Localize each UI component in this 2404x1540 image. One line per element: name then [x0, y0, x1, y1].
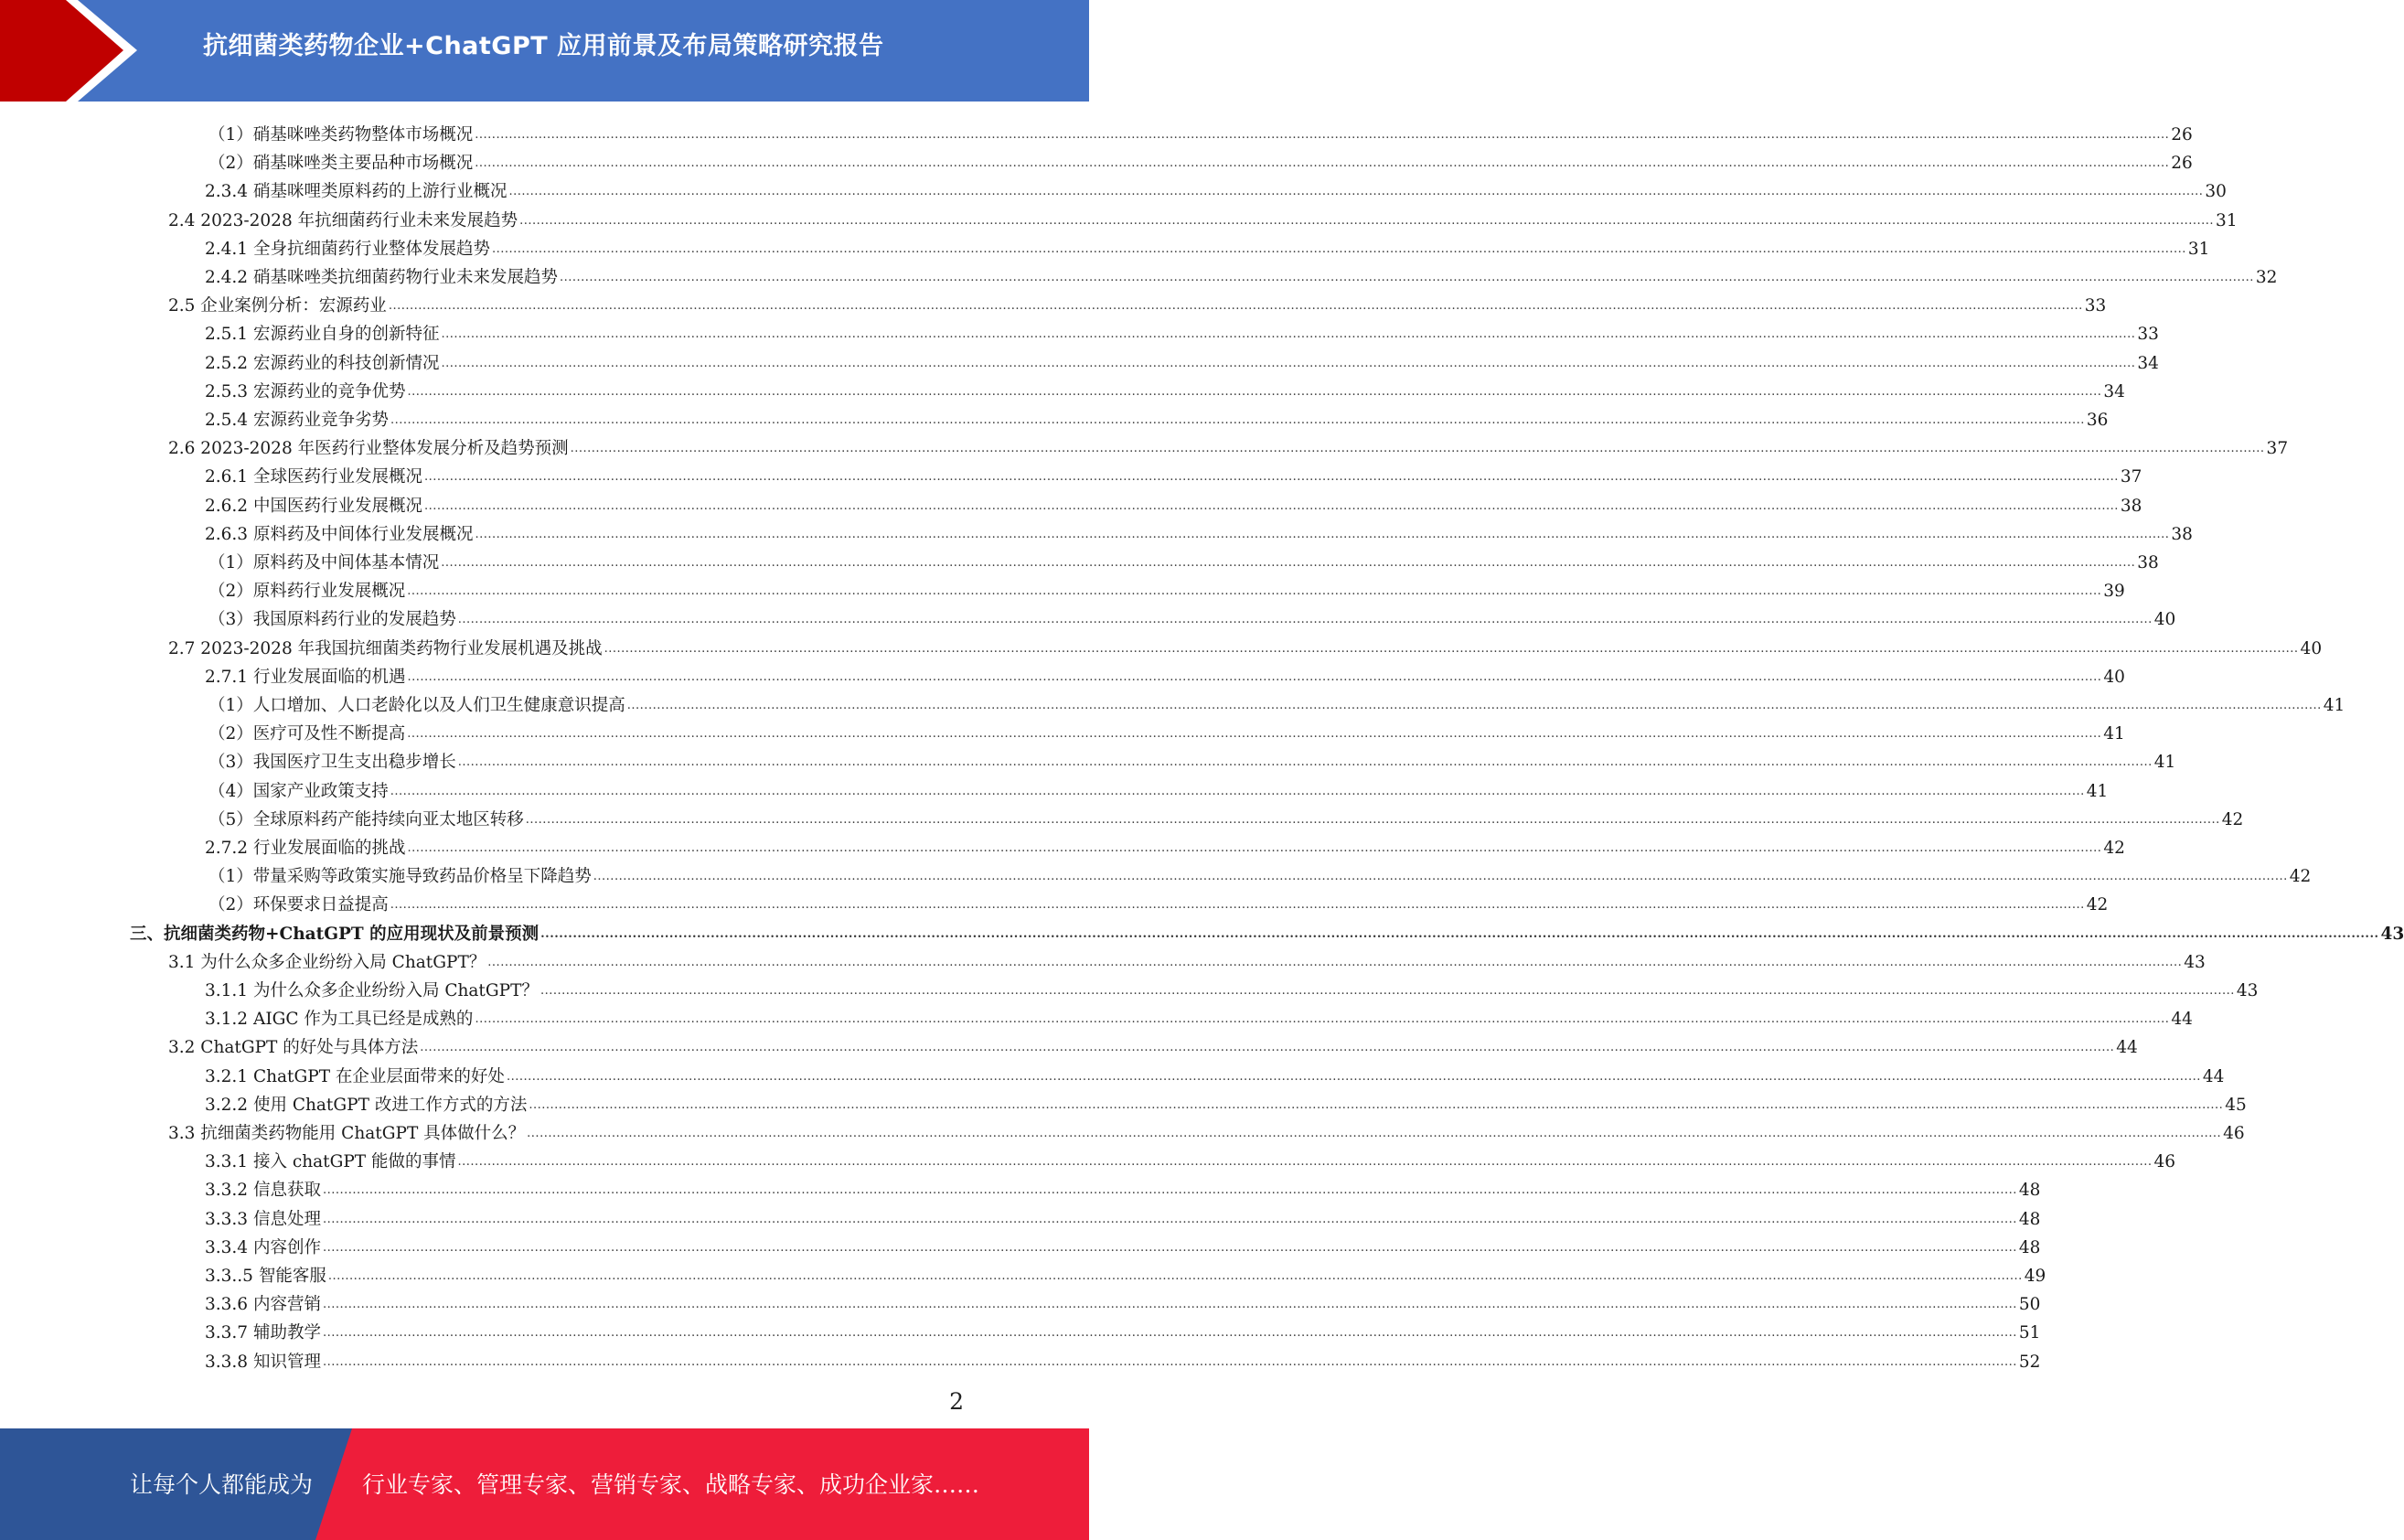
- toc-dot-leader: ................................................................................................................................................................................................................................................................................................................................................................................................................: [529, 1097, 2224, 1112]
- toc-entry[interactable]: [208, 688, 2345, 716]
- toc-entry[interactable]: [208, 744, 2176, 773]
- toc-entry-title: 2.5 企业案例分析：宏源药业: [168, 296, 387, 316]
- toc-entry-title: （4）国家产业政策支持: [208, 781, 389, 801]
- toc-entry-title: 3.3.1 接入 chatGPT 能做的事情: [205, 1152, 456, 1172]
- toc-entry-title: 三、抗细菌类药物+ChatGPT 的应用现状及前景预测: [130, 924, 540, 944]
- page-footer: [0, 1428, 1089, 1540]
- toc-entry-title: 3.3.2 信息获取: [205, 1181, 321, 1201]
- toc-entry[interactable]: [205, 1315, 2041, 1343]
- toc-entry-title: 2.5.4 宏源药业竞争劣势: [205, 411, 389, 430]
- toc-entry[interactable]: [208, 774, 2109, 802]
- toc-entry[interactable]: [208, 602, 2176, 630]
- toc-entry-page: 34: [2103, 381, 2125, 401]
- toc-entry-title: 3.3.6 内容营销: [205, 1295, 321, 1315]
- toc-entry-page: 43: [2380, 924, 2404, 944]
- toc-entry-title: （2）原料药行业发展概况: [208, 582, 406, 602]
- toc-entry-page: 44: [2171, 1010, 2193, 1030]
- toc-dot-leader: ................................................................................................................................................................................................................................................................................................................................................................................................................: [570, 442, 2265, 456]
- toc-entry-title: 3.1.2 AIGC 作为工具已经是成熟的: [205, 1010, 474, 1030]
- toc-entry-page: 40: [2103, 667, 2125, 687]
- toc-entry-page: 41: [2323, 696, 2345, 715]
- toc-entry-page: 48: [2018, 1209, 2041, 1229]
- toc-dot-leader: ................................................................................................................................................................................................................................................................................................................................................................................................................: [527, 1127, 2222, 1140]
- toc-dot-leader: ................................................................................................................................................................................................................................................................................................................................................................................................................: [322, 1240, 2017, 1255]
- toc-entry[interactable]: [205, 517, 2193, 545]
- toc-entry[interactable]: [205, 346, 2159, 374]
- toc-entry-page: 51: [2018, 1323, 2041, 1343]
- toc-dot-leader: ................................................................................................................................................................................................................................................................................................................................................................................................................: [457, 1155, 2153, 1170]
- toc-entry-title: 3.3.8 知识管理: [205, 1352, 321, 1372]
- toc-entry-page: 38: [2137, 553, 2159, 572]
- toc-entry[interactable]: [205, 1258, 2046, 1287]
- toc-entry-page: 42: [2289, 867, 2312, 887]
- toc-entry-title: （5）全球原料药产能持续向亚太地区转移: [208, 809, 524, 829]
- toc-entry[interactable]: [205, 1344, 2041, 1373]
- toc-dot-leader: ................................................................................................................................................................................................................................................................................................................................................................................................................: [441, 327, 2136, 342]
- toc-entry[interactable]: [208, 145, 2193, 174]
- toc-dot-leader: ................................................................................................................................................................................................................................................................................................................................................................................................................: [441, 556, 2136, 570]
- toc-entry[interactable]: [205, 1202, 2041, 1230]
- toc-entry-page: 40: [2153, 610, 2176, 630]
- toc-entry-page: 38: [2120, 496, 2142, 516]
- toc-entry[interactable]: [205, 459, 2142, 487]
- toc-entry[interactable]: [205, 659, 2125, 688]
- toc-entry-title: 2.6.2 中国医药行业发展概况: [205, 496, 422, 516]
- toc-entry-title: （2）医疗可及性不断提高: [208, 724, 406, 744]
- toc-dot-leader: ................................................................................................................................................................................................................................................................................................................................................................................................................: [322, 1183, 2017, 1198]
- toc-entry[interactable]: [208, 573, 2125, 602]
- toc-dot-leader: ................................................................................................................................................................................................................................................................................................................................................................................................................: [457, 755, 2153, 770]
- toc-entry-page: 31: [2216, 210, 2238, 230]
- toc-dot-leader: ................................................................................................................................................................................................................................................................................................................................................................................................................: [487, 955, 2183, 969]
- toc-entry[interactable]: [205, 1287, 2041, 1315]
- toc-dot-leader: ................................................................................................................................................................................................................................................................................................................................................................................................................: [559, 271, 2254, 284]
- toc-entry[interactable]: [168, 431, 2289, 459]
- toc-dot-leader: ................................................................................................................................................................................................................................................................................................................................................................................................................: [441, 356, 2136, 370]
- toc-entry[interactable]: [205, 1144, 2176, 1172]
- toc-entry[interactable]: [168, 203, 2238, 231]
- toc-entry-page: 46: [2223, 1124, 2245, 1143]
- toc-entry-title: 2.6.3 原料药及中间体行业发展概况: [205, 524, 474, 544]
- toc-entry[interactable]: [168, 945, 2206, 973]
- toc-entry-page: 38: [2171, 524, 2193, 544]
- toc-entry-page: 45: [2225, 1095, 2247, 1115]
- toc-dot-leader: ................................................................................................................................................................................................................................................................................................................................................................................................................: [390, 784, 2085, 798]
- toc-dot-leader: ................................................................................................................................................................................................................................................................................................................................................................................................................: [593, 870, 2288, 884]
- toc-dot-leader: ................................................................................................................................................................................................................................................................................................................................................................................................................: [322, 1354, 2017, 1369]
- toc-entry-title: 3.3..5 智能客服: [205, 1267, 326, 1286]
- toc-entry-title: 3.3 抗细菌类药物能用 ChatGPT 具体做什么？: [168, 1124, 526, 1143]
- toc-entry-title: 2.4.2 硝基咪唑类抗细菌药物行业未来发展趋势: [205, 268, 558, 287]
- toc-entry-page: 41: [2153, 753, 2176, 773]
- toc-entry-page: 33: [2084, 296, 2107, 316]
- toc-entry-title: （1）带量采购等政策实施导致药品价格呈下降趋势: [208, 867, 592, 887]
- toc-entry-page: 44: [2116, 1038, 2138, 1058]
- toc-entry-page: 32: [2255, 268, 2278, 287]
- toc-entry-title: 3.3.3 信息处理: [205, 1209, 321, 1229]
- toc-entry-page: 34: [2137, 353, 2159, 373]
- toc-entry[interactable]: [205, 174, 2227, 202]
- toc-dot-leader: ................................................................................................................................................................................................................................................................................................................................................................................................................: [388, 299, 2083, 314]
- toc-entry[interactable]: [205, 316, 2159, 345]
- toc-entry[interactable]: [130, 916, 2404, 945]
- toc-dot-leader: ................................................................................................................................................................................................................................................................................................................................................................................................................: [407, 669, 2102, 684]
- toc-entry-page: 42: [2103, 839, 2125, 858]
- toc-dot-leader: ................................................................................................................................................................................................................................................................................................................................................................................................................: [475, 156, 2170, 171]
- toc-entry-title: （2）硝基咪唑类主要品种市场概况: [208, 154, 474, 174]
- toc-entry[interactable]: [168, 288, 2107, 316]
- toc-entry-title: 2.6 2023-2028 年医药行业整体发展分析及趋势预测: [168, 439, 569, 459]
- toc-dot-leader: ................................................................................................................................................................................................................................................................................................................................................................................................................: [540, 984, 2235, 998]
- toc-entry-title: 3.1.1 为什么众多企业纷纷入局 ChatGPT？: [205, 981, 539, 1000]
- toc-entry-page: 42: [2221, 809, 2244, 829]
- toc-entry-page: 50: [2018, 1295, 2041, 1315]
- toc-entry-page: 30: [2205, 182, 2227, 202]
- toc-entry-page: 46: [2153, 1152, 2176, 1172]
- toc-entry-title: 3.2.1 ChatGPT 在企业层面带来的好处: [205, 1066, 505, 1086]
- toc-entry-title: 3.3.7 辅助教学: [205, 1323, 321, 1343]
- toc-entry-page: 26: [2171, 154, 2193, 174]
- toc-entry-title: （3）我国原料药行业的发展趋势: [208, 610, 456, 630]
- toc-entry-title: （3）我国医疗卫生支出稳步增长: [208, 753, 456, 773]
- toc-dot-leader: ................................................................................................................................................................................................................................................................................................................................................................................................................: [390, 898, 2085, 913]
- toc-entry[interactable]: [208, 545, 2159, 573]
- toc-dot-leader: ................................................................................................................................................................................................................................................................................................................................................................................................................: [475, 527, 2170, 541]
- toc-entry-page: 39: [2103, 582, 2125, 602]
- toc-dot-leader: ................................................................................................................................................................................................................................................................................................................................................................................................................: [407, 727, 2102, 742]
- toc-entry[interactable]: [168, 631, 2323, 659]
- toc-entry-page: 37: [2120, 467, 2142, 487]
- toc-dot-leader: ................................................................................................................................................................................................................................................................................................................................................................................................................: [525, 812, 2220, 827]
- toc-entry[interactable]: [205, 374, 2125, 402]
- toc-entry[interactable]: [208, 859, 2312, 887]
- toc-dot-leader: ................................................................................................................................................................................................................................................................................................................................................................................................................: [322, 1298, 2017, 1312]
- toc-entry[interactable]: [208, 802, 2244, 830]
- report-title: 抗细菌类药物企业+ChatGPT 应用前景及布局策略研究报告: [203, 32, 884, 60]
- toc-entry-title: 3.3.4 内容创作: [205, 1237, 321, 1257]
- toc-dot-leader: ................................................................................................................................................................................................................................................................................................................................................................................................................: [475, 1012, 2170, 1027]
- toc-entry[interactable]: [205, 1172, 2041, 1201]
- toc-dot-leader: ................................................................................................................................................................................................................................................................................................................................................................................................................: [327, 1269, 2023, 1283]
- toc-entry[interactable]: [205, 1001, 2193, 1030]
- toc-entry-page: 48: [2018, 1237, 2041, 1257]
- toc-entry-page: 36: [2086, 411, 2109, 430]
- toc-entry-title: 2.6.1 全球医药行业发展概况: [205, 467, 422, 487]
- toc-entry[interactable]: [205, 1087, 2247, 1116]
- footer-slogan-left: 让每个人都能成为: [130, 1471, 314, 1498]
- page-header: [0, 0, 1089, 102]
- toc-entry-page: 49: [2024, 1267, 2046, 1286]
- toc-entry[interactable]: [205, 488, 2142, 517]
- toc-dot-leader: ................................................................................................................................................................................................................................................................................................................................................................................................................: [457, 613, 2153, 627]
- footer-slogan-right: 行业专家、管理专家、营销专家、战略专家、成功企业家……: [362, 1471, 980, 1498]
- toc-entry-title: 2.5.2 宏源药业的科技创新情况: [205, 353, 440, 373]
- toc-entry-page: 40: [2300, 638, 2323, 658]
- toc-dot-leader: ................................................................................................................................................................................................................................................................................................................................................................................................................: [604, 641, 2299, 656]
- toc-dot-leader: ................................................................................................................................................................................................................................................................................................................................................................................................................: [407, 841, 2102, 855]
- toc-entry[interactable]: [168, 1116, 2245, 1144]
- toc-dot-leader: ................................................................................................................................................................................................................................................................................................................................................................................................................: [475, 128, 2170, 142]
- toc-dot-leader: ................................................................................................................................................................................................................................................................................................................................................................................................................: [626, 699, 2322, 712]
- toc-entry[interactable]: [205, 1230, 2041, 1258]
- toc-entry[interactable]: [205, 1059, 2225, 1087]
- toc-dot-leader: ................................................................................................................................................................................................................................................................................................................................................................................................................: [540, 926, 2379, 941]
- toc-entry-page: 42: [2086, 895, 2109, 915]
- toc-entry-title: 2.4 2023-2028 年抗细菌药行业未来发展趋势: [168, 210, 518, 230]
- toc-entry-title: 2.7.1 行业发展面临的机遇: [205, 667, 406, 687]
- toc-entry[interactable]: [208, 117, 2193, 145]
- toc-entry-title: 2.7 2023-2028 年我国抗细菌类药物行业发展机遇及挑战: [168, 638, 603, 658]
- toc-dot-leader: ................................................................................................................................................................................................................................................................................................................................................................................................................: [519, 213, 2215, 228]
- toc-dot-leader: ................................................................................................................................................................................................................................................................................................................................................................................................................: [390, 413, 2085, 427]
- page-number: 2: [949, 1388, 964, 1415]
- toc-entry-title: 2.5.3 宏源药业的竞争优势: [205, 381, 406, 401]
- toc-dot-leader: ................................................................................................................................................................................................................................................................................................................................................................................................................: [506, 1069, 2201, 1084]
- header-arrow-decoration: [0, 0, 146, 102]
- toc-entry[interactable]: [208, 887, 2109, 915]
- toc-entry[interactable]: [205, 260, 2278, 288]
- toc-entry-page: 48: [2018, 1181, 2041, 1201]
- toc-entry-page: 41: [2103, 724, 2125, 744]
- toc-entry-title: 2.7.2 行业发展面临的挑战: [205, 839, 406, 858]
- toc-dot-leader: ................................................................................................................................................................................................................................................................................................................................................................................................................: [420, 1041, 2115, 1055]
- toc-entry-title: （2）环保要求日益提高: [208, 895, 389, 915]
- toc-entry-page: 41: [2086, 781, 2109, 801]
- toc-entry-page: 43: [2184, 952, 2206, 972]
- toc-dot-leader: ................................................................................................................................................................................................................................................................................................................................................................................................................: [322, 1326, 2017, 1341]
- toc-entry-page: 26: [2171, 125, 2193, 144]
- toc-dot-leader: ................................................................................................................................................................................................................................................................................................................................................................................................................: [423, 470, 2119, 485]
- toc-entry-page: 33: [2137, 325, 2159, 345]
- toc-entry-page: 43: [2236, 981, 2259, 1000]
- toc-dot-leader: ................................................................................................................................................................................................................................................................................................................................................................................................................: [407, 384, 2102, 399]
- toc-entry-title: 2.3.4 硝基咪哩类原料药的上游行业概况: [205, 182, 508, 202]
- toc-entry-title: 3.2.2 使用 ChatGPT 改进工作方式的方法: [205, 1095, 528, 1115]
- toc-dot-leader: ................................................................................................................................................................................................................................................................................................................................................................................................................: [508, 185, 2204, 199]
- toc-entry[interactable]: [205, 973, 2259, 1001]
- toc-entry[interactable]: [205, 830, 2125, 859]
- toc-entry[interactable]: [205, 231, 2210, 260]
- toc-entry-title: （1）硝基咪唑类药物整体市场概况: [208, 125, 474, 144]
- toc-entry[interactable]: [205, 402, 2109, 431]
- toc-entry-page: 31: [2187, 239, 2210, 259]
- toc-entry-title: 3.2 ChatGPT 的好处与具体方法: [168, 1038, 419, 1058]
- toc-dot-leader: ................................................................................................................................................................................................................................................................................................................................................................................................................: [491, 241, 2186, 256]
- toc-dot-leader: ................................................................................................................................................................................................................................................................................................................................................................................................................: [407, 584, 2102, 599]
- toc-entry-title: （1）人口增加、人口老龄化以及人们卫生健康意识提高: [208, 696, 625, 715]
- toc-dot-leader: ................................................................................................................................................................................................................................................................................................................................................................................................................: [423, 498, 2119, 513]
- toc-entry-page: 44: [2202, 1066, 2225, 1086]
- toc-entry-title: 3.1 为什么众多企业纷纷入局 ChatGPT？: [168, 952, 486, 972]
- toc-entry-page: 52: [2018, 1352, 2041, 1372]
- toc-entry[interactable]: [208, 716, 2125, 744]
- toc-entry-page: 37: [2266, 439, 2289, 459]
- toc-entry-title: 2.5.1 宏源药业自身的创新特征: [205, 325, 440, 345]
- toc-entry[interactable]: [168, 1030, 2138, 1058]
- toc-dot-leader: ................................................................................................................................................................................................................................................................................................................................................................................................................: [322, 1212, 2017, 1226]
- toc-entry-title: 2.4.1 全身抗细菌药行业整体发展趋势: [205, 239, 490, 259]
- toc-entry-title: （1）原料药及中间体基本情况: [208, 553, 440, 572]
